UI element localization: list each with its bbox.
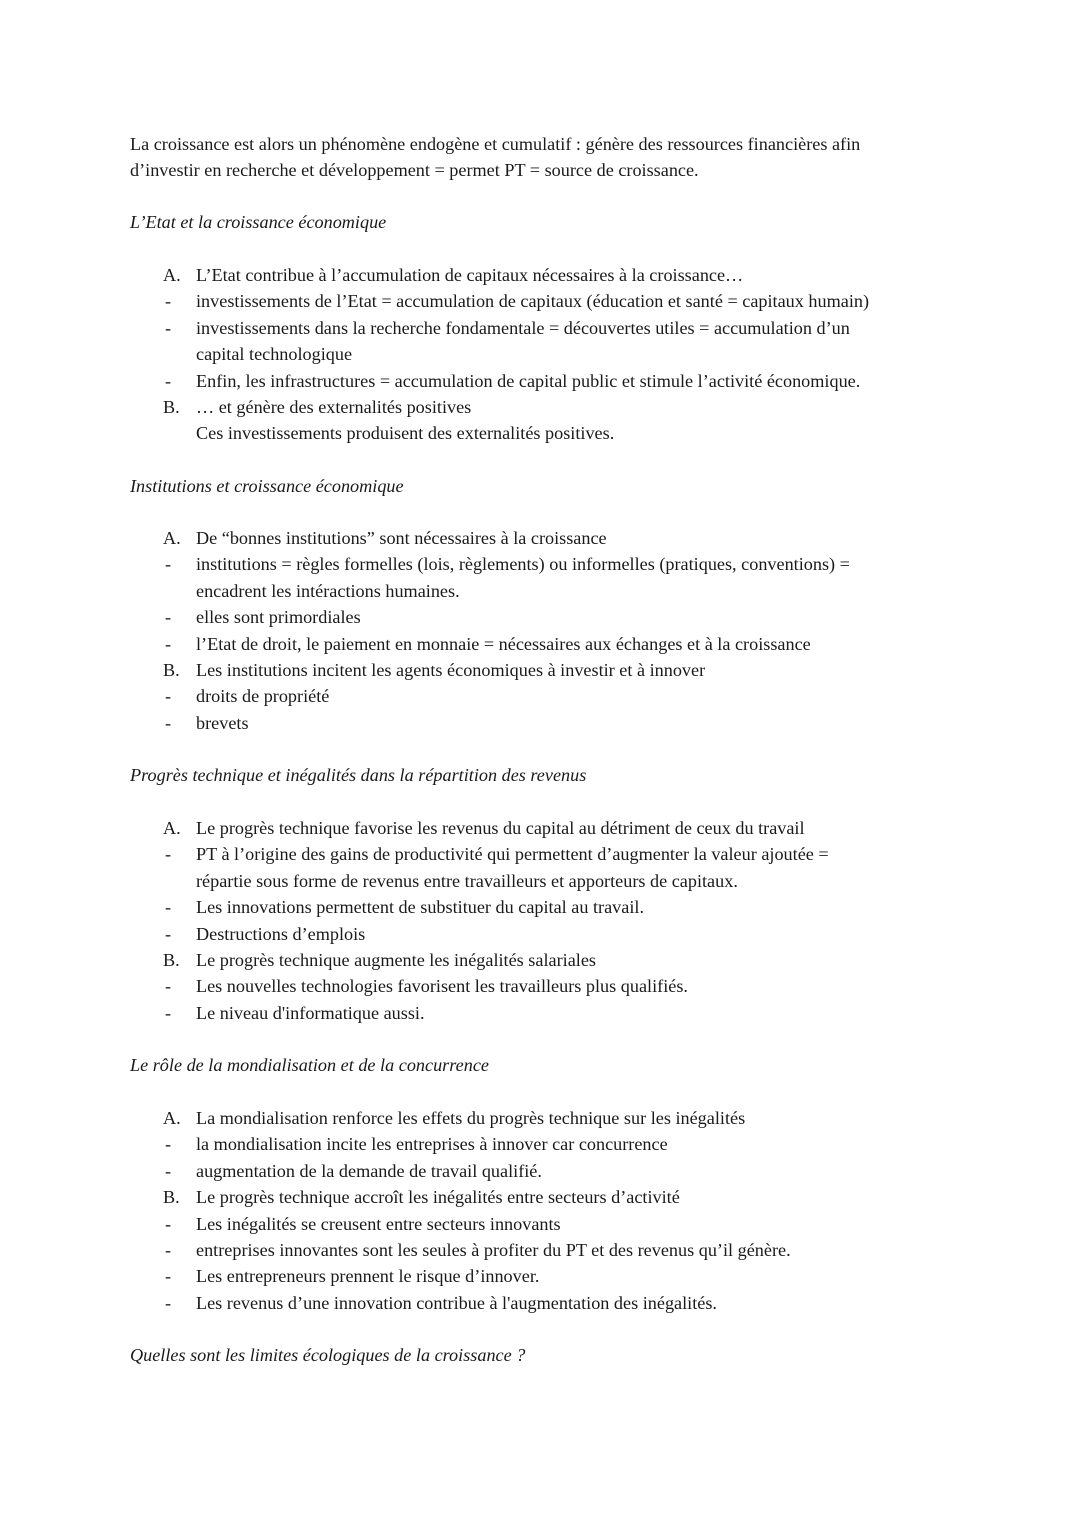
section-list <box>163 1105 963 1316</box>
list-marker: - <box>165 1160 172 1181</box>
section-heading: Progrès technique et inégalités dans la répartition des revenus <box>130 765 587 785</box>
section-list <box>163 262 963 447</box>
section-heading: Le rôle de la mondialisation et de la concurrence <box>130 1055 489 1075</box>
list-item <box>163 894 963 920</box>
list-text: Le niveau d'informatique aussi. <box>196 1002 425 1023</box>
list-text: Enfin, les infrastructures = accumulation de capital public et stimule l’activité économique. <box>196 370 861 391</box>
list-marker: - <box>165 1292 172 1313</box>
list-item <box>163 525 963 551</box>
list-text: Le progrès technique augmente les inégalités salariales <box>196 950 596 971</box>
list-text: augmentation de la demande de travail qualifié. <box>196 1160 542 1181</box>
list-text: De “bonnes institutions” sont nécessaires à la croissance <box>196 528 607 548</box>
final-heading: Quelles sont les limites écologiques de la croissance ? <box>130 1345 526 1365</box>
list-marker: B. <box>163 397 180 418</box>
list-text: entreprises innovantes sont les seules à profiter du PT et des revenus qu’il génère. <box>196 1240 791 1261</box>
list-text: Le progrès technique favorise les revenus du capital au détriment de ceux du travail <box>196 818 805 838</box>
intro-line: La croissance est alors un phénomène endogène et cumulatif : génère des ressources financières afin <box>130 134 861 154</box>
list-text: investissements dans la recherche fondamentale = découvertes utiles = accumulation d’un <box>196 317 850 338</box>
list-text: Les inégalités se creusent entre secteurs innovants <box>196 1213 561 1234</box>
list-item <box>163 841 963 894</box>
intro-paragraph <box>130 131 960 184</box>
list-item <box>163 921 963 947</box>
list-item <box>163 947 963 973</box>
list-item <box>163 1237 963 1263</box>
intro-line: d’investir en recherche et développement = permet PT = source de croissance. <box>130 160 699 181</box>
list-item <box>163 710 963 736</box>
list-text: encadrent les intéractions humaines. <box>196 580 460 601</box>
list-marker: - <box>165 554 172 575</box>
list-text: L’Etat contribue à l’accumulation de capitaux nécessaires à la croissance… <box>196 265 744 285</box>
list-item <box>163 604 963 630</box>
list-item <box>163 1184 963 1210</box>
list-item <box>163 288 963 314</box>
list-item <box>163 315 963 368</box>
list-marker: - <box>165 1240 172 1261</box>
list-item <box>163 1211 963 1237</box>
list-marker: B. <box>163 950 180 971</box>
list-item <box>163 1131 963 1157</box>
list-text: Ces investissements produisent des externalités positives. <box>196 423 615 444</box>
list-text: Les innovations permettent de substituer du capital au travail. <box>196 897 644 918</box>
list-marker: - <box>165 923 172 944</box>
list-marker: A. <box>163 265 181 285</box>
list-text: la mondialisation incite les entreprises à innover car concurrence <box>196 1134 668 1155</box>
list-marker: A. <box>163 528 181 548</box>
list-item <box>163 631 963 657</box>
list-marker: B. <box>163 660 180 681</box>
list-item <box>163 1158 963 1184</box>
list-item <box>163 1263 963 1289</box>
list-item <box>163 1290 963 1316</box>
list-text: brevets <box>196 712 249 733</box>
list-marker: - <box>165 633 172 654</box>
list-item <box>163 815 963 841</box>
list-text: répartie sous forme de revenus entre travailleurs et apporteurs de capitaux. <box>196 870 738 891</box>
list-item <box>163 973 963 999</box>
section-list <box>163 815 963 1026</box>
list-marker: - <box>165 897 172 918</box>
list-item <box>163 368 963 394</box>
list-text: Destructions d’emplois <box>196 923 366 944</box>
section-list <box>163 525 963 736</box>
list-text: l’Etat de droit, le paiement en monnaie = nécessaires aux échanges et à la croissance <box>196 633 811 654</box>
list-item <box>163 1105 963 1131</box>
list-marker: - <box>165 686 172 707</box>
list-marker: - <box>165 1002 172 1023</box>
list-text: PT à l’origine des gains de productivité qui permettent d’augmenter la valeur ajoutée = <box>196 844 829 865</box>
list-text: capital technologique <box>196 344 353 365</box>
list-item <box>163 1000 963 1026</box>
list-text: droits de propriété <box>196 686 330 707</box>
list-text: La mondialisation renforce les effets du progrès technique sur les inégalités <box>196 1108 746 1128</box>
list-item <box>163 683 963 709</box>
list-text: Les entrepreneurs prennent le risque d’innover. <box>196 1266 540 1287</box>
list-marker: - <box>165 1266 172 1287</box>
list-marker: - <box>165 317 172 338</box>
list-text: Les revenus d’une innovation contribue à l'augmentation des inégalités. <box>196 1292 717 1313</box>
list-marker: - <box>165 844 172 865</box>
list-marker: - <box>165 1134 172 1155</box>
list-marker: - <box>165 291 172 312</box>
list-marker: - <box>165 370 172 391</box>
list-marker: - <box>165 607 172 628</box>
section-heading: L’Etat et la croissance économique <box>130 212 387 232</box>
list-text: Les nouvelles technologies favorisent les travailleurs plus qualifiés. <box>196 976 688 997</box>
list-marker: - <box>165 712 172 733</box>
list-text: institutions = règles formelles (lois, règlements) ou informelles (pratiques, conventions) = <box>196 554 850 575</box>
list-marker: A. <box>163 1108 181 1128</box>
list-text: elles sont primordiales <box>196 607 361 628</box>
list-text: … et génère des externalités positives <box>196 397 472 418</box>
list-text: investissements de l’Etat = accumulation de capitaux (éducation et santé = capitaux humain) <box>196 291 870 312</box>
list-marker: A. <box>163 818 181 838</box>
list-text: Le progrès technique accroît les inégalités entre secteurs d’activité <box>196 1187 680 1208</box>
list-marker: - <box>165 976 172 997</box>
list-item <box>163 262 963 288</box>
section-heading: Institutions et croissance économique <box>130 476 404 496</box>
list-item <box>163 394 963 447</box>
list-text: Les institutions incitent les agents économiques à investir et à innover <box>196 660 706 681</box>
list-item <box>163 551 963 604</box>
list-marker: - <box>165 1213 172 1234</box>
list-marker: B. <box>163 1187 180 1208</box>
list-item <box>163 657 963 683</box>
